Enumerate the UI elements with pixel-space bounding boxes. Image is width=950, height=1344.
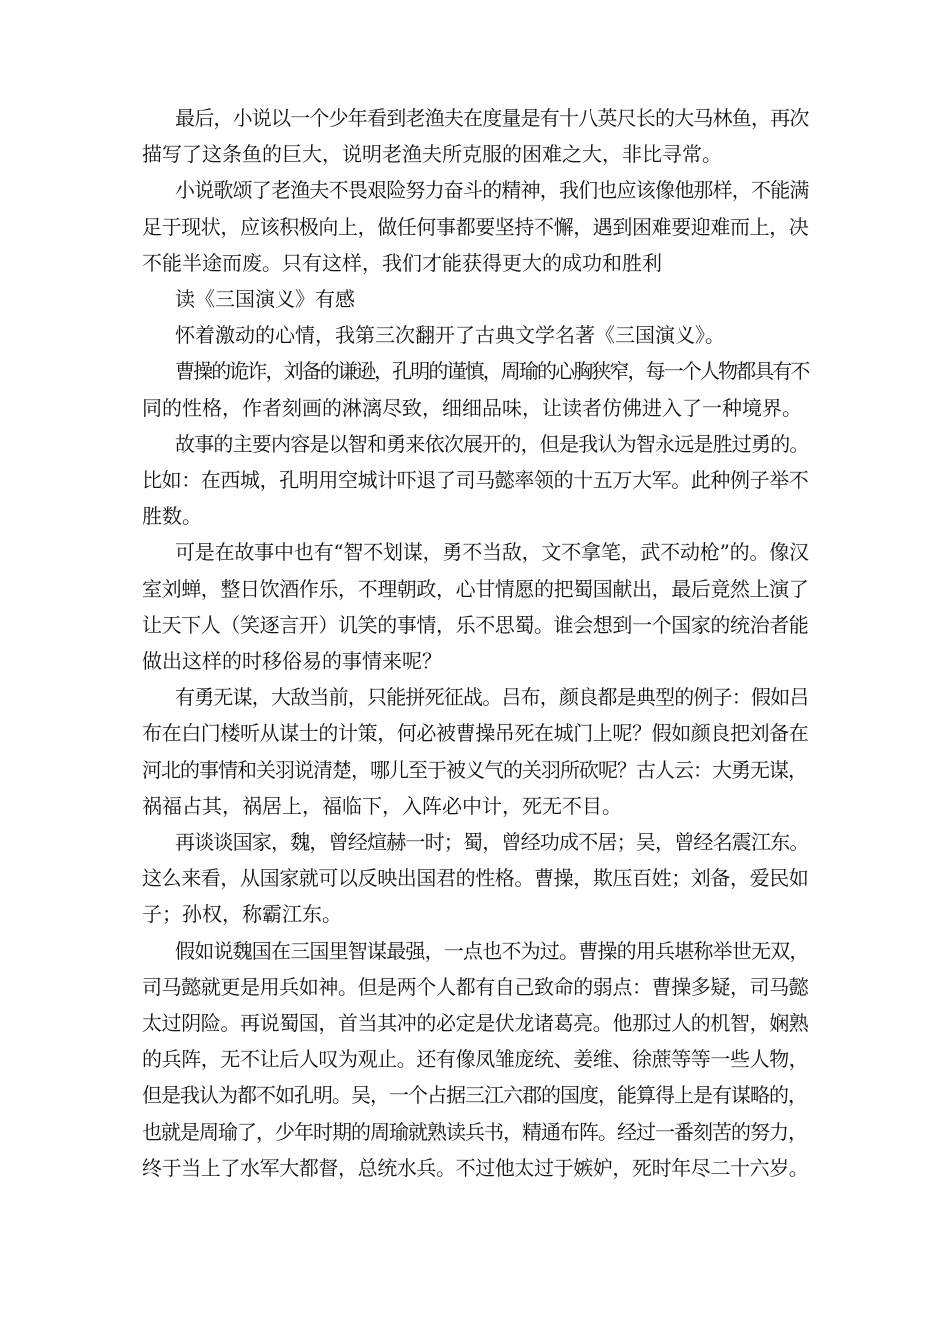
text-line: 最后，小说以一个少年看到老渔夫在度量是有十八英尺长的大马林鱼，再次 [175, 106, 809, 130]
text-line: 小说歌颂了老渔夫不畏艰险努力奋斗的精神，我们也应该像他那样，不能满 [175, 178, 809, 203]
text-line: 但是我认为都不如孔明。吴，一个占据三江六郡的国度，能算得上是有谋略的， [142, 1083, 807, 1108]
text-line: 让天下人（笑逐言开）讥笑的事情，乐不思蜀。谁会想到一个国家的统治者能 [142, 612, 809, 637]
text-line: 描写了这条鱼的巨大，说明老渔夫所克服的困难之大，非比寻常。 [142, 142, 722, 167]
text-line: 胜数。 [142, 504, 202, 529]
text-line: 假如说魏国在三国里智谋最强，一点也不为过。曹操的用兵堪称举世无双， [175, 938, 809, 963]
text-line: 可是在故事中也有“智不划谋，勇不当敌，文不拿笔，武不动枪”的。像汉 [175, 540, 809, 565]
text-line: 不能半途而废。只有这样，我们才能获得更大的成功和胜利 [142, 250, 662, 275]
text-line: 太过阴险。再说蜀国，首当其冲的必定是伏龙诸葛亮。他那过人的机智，娴熟 [142, 1011, 809, 1036]
text-line: 做出这样的时移俗易的事情来呢？ [142, 649, 442, 674]
text-line: 同的性格，作者刻画的淋漓尽致，细细品味，让读者仿佛进入了一种境界。 [142, 395, 802, 420]
text-line: 曹操的诡诈，刘备的谦逊，孔明的谨慎，周瑜的心胸狭窄，每一个人物都具有不 [175, 359, 809, 384]
text-line: 室刘蝉，整日饮酒作乐，不理朝政，心甘情愿的把蜀国献出，最后竟然上演了 [142, 576, 809, 601]
text-line: 故事的主要内容是以智和勇来依次展开的，但是我认为智永远是胜过勇的。 [175, 431, 809, 456]
text-line: 足于现状，应该积极向上，做任何事都要坚持不懈，遇到困难要迎难而上，决 [142, 214, 809, 239]
essay-title: 读《三国演义》有感 [175, 287, 355, 312]
text-line: 这么来看，从国家就可以反映出国君的性格。曹操，欺压百姓；刘备，爱民如 [142, 866, 809, 891]
text-line: 子；孙权，称霸江东。 [142, 902, 342, 927]
text-line: 的兵阵，无不让后人叹为观止。还有像凤雏庞统、姜维、徐蔗等等一些人物， [142, 1047, 809, 1072]
text-line: 终于当上了水军大都督，总统水兵。不过他太过于嫉妒，死时年尽二十六岁。 [142, 1155, 809, 1180]
document-body [142, 100, 810, 1186]
text-line: 再谈谈国家，魏，曾经煊赫一时；蜀，曾经功成不居；吴，曾经名震江东。 [175, 830, 809, 855]
text-line: 也就是周瑜了，少年时期的周瑜就熟读兵书，精通布阵。经过一番刻苦的努力， [142, 1119, 807, 1144]
text-line: 比如：在西城，孔明用空城计吓退了司马懿率领的十五万大军。此种例子举不 [142, 468, 809, 493]
text-line: 布在白门楼听从谋士的计策，何必被曹操吊死在城门上呢？假如颜良把刘备在 [142, 721, 809, 746]
text-line: 怀着激动的心情，我第三次翻开了古典文学名著《三国演义》。 [175, 323, 725, 348]
text-line: 祸福占其，祸居上，福临下，入阵必中计，死无不目。 [142, 793, 622, 818]
text-line: 有勇无谋，大敌当前，只能拼死征战。吕布，颜良都是典型的例子：假如吕 [175, 685, 809, 710]
text-line: 河北的事情和关羽说清楚，哪儿至于被义气的关羽所砍呢？古人云：大勇无谋， [142, 757, 807, 782]
text-line: 司马懿就更是用兵如神。但是两个人都有自己致命的弱点：曹操多疑，司马懿 [142, 974, 809, 999]
